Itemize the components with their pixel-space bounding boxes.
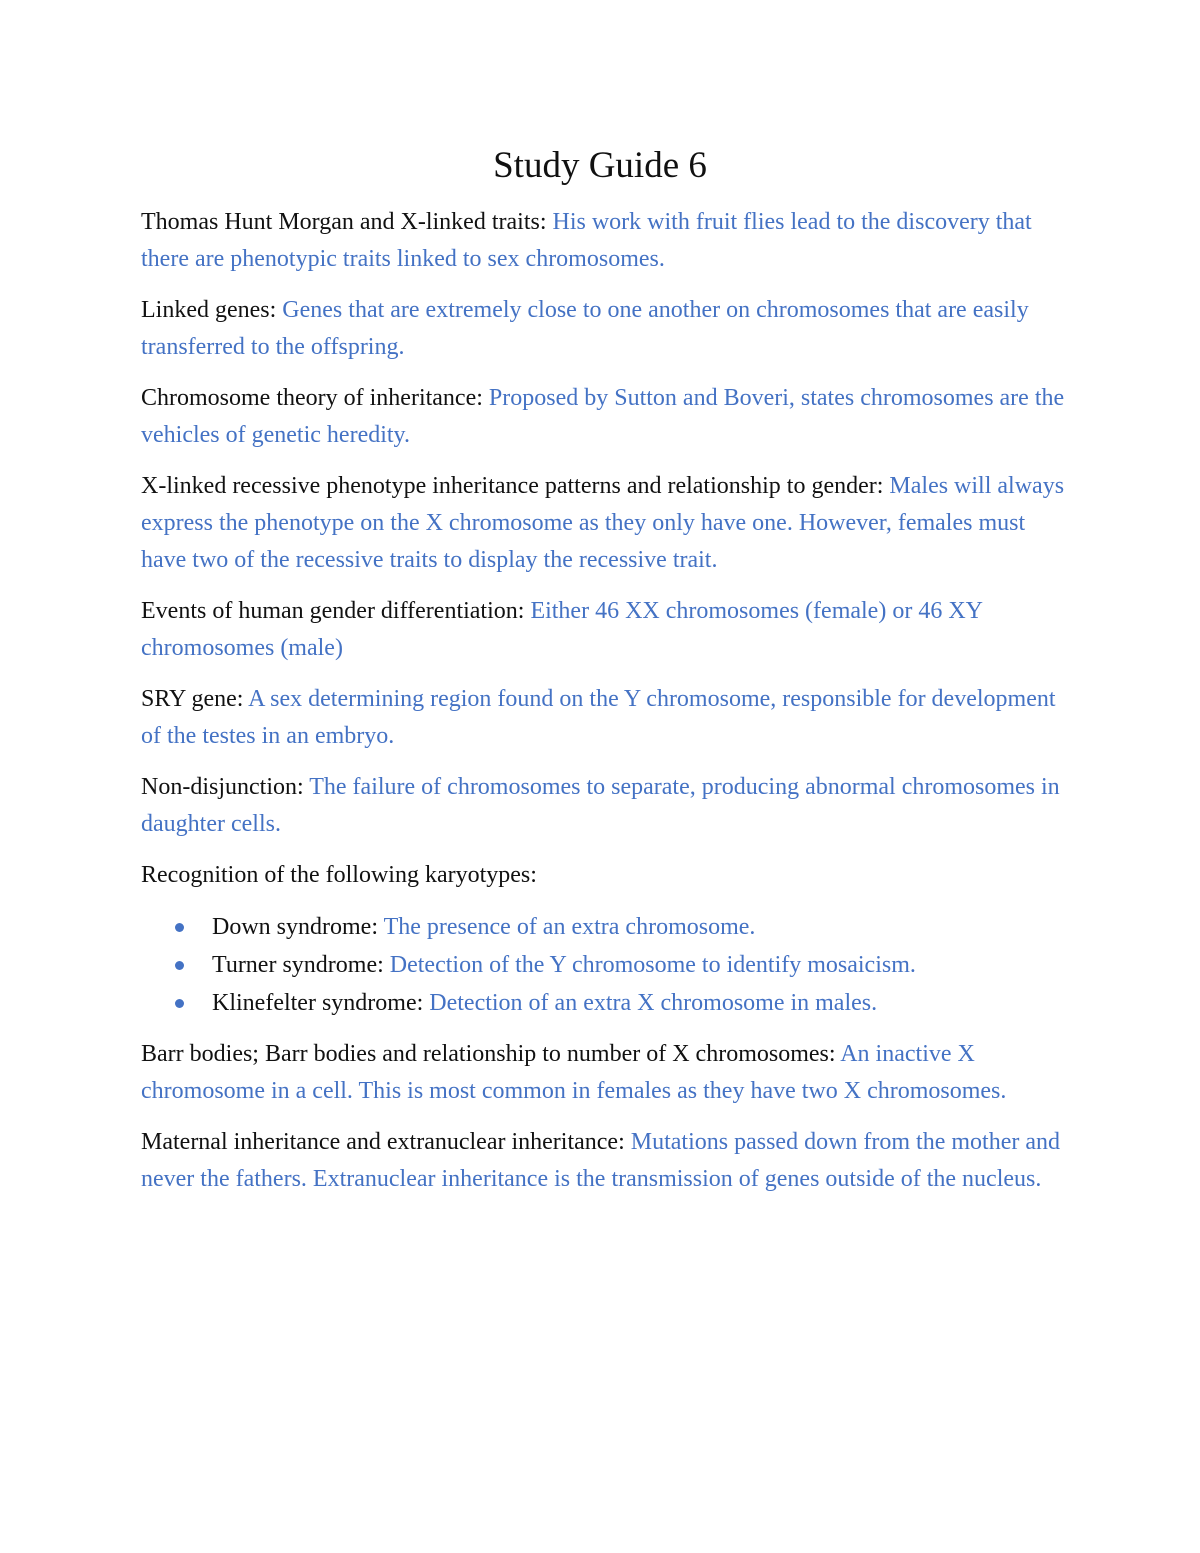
entry-definition: An inactive X chromosome in a cell. This is most common in females as they have two X chromosomes. — [141, 1041, 1007, 1104]
karyotypes-heading: Recognition of the following karyotypes: — [141, 862, 537, 888]
entry-term: Thomas Hunt Morgan and X-linked traits: — [141, 209, 547, 235]
entry-sry-gene — [141, 681, 1071, 755]
bullet-icon — [175, 999, 184, 1008]
entry-term: Non-disjunction: — [141, 774, 304, 800]
entry-term: Maternal inheritance and extranuclear inheritance: — [141, 1129, 625, 1155]
document-content — [141, 204, 1071, 1212]
entry-thomas-hunt-morgan — [141, 204, 1071, 278]
entry-definition: Proposed by Sutton and Boveri, states chromosomes are the vehicles of genetic heredity. — [141, 385, 1065, 448]
entry-definition: Mutations passed down from the mother and never the fathers. Extranuclear inheritance is the transmission of genes outside of the nucleus. — [141, 1129, 1061, 1192]
karyotype-term: Klinefelter syndrome: — [212, 990, 424, 1016]
bullet-icon — [175, 923, 184, 932]
karyotype-term: Turner syndrome: — [212, 952, 384, 978]
entry-term: Chromosome theory of inheritance: — [141, 385, 483, 411]
entry-definition: The failure of chromosomes to separate, producing abnormal chromosomes in daughter cells. — [141, 774, 1060, 837]
entry-definition: Either 46 XX chromosomes (female) or 46 XY chromosomes (male) — [141, 598, 983, 661]
entry-definition: Genes that are extremely close to one another on chromosomes that are easily transferred to the offspring. — [141, 297, 1029, 360]
entry-term: Linked genes: — [141, 297, 277, 323]
karyotype-list — [141, 908, 1071, 1022]
entry-term: Barr bodies; Barr bodies and relationship to number of X chromosomes: — [141, 1041, 836, 1067]
karyotype-definition: Detection of an extra X chromosome in males. — [429, 990, 878, 1016]
karyotype-definition: Detection of the Y chromosome to identify mosaicism. — [389, 952, 916, 978]
entry-term: X-linked recessive phenotype inheritance patterns and relationship to gender: — [141, 473, 884, 499]
entry-linked-genes — [141, 292, 1071, 366]
list-item-turner-syndrome — [141, 946, 1071, 984]
entry-definition: His work with fruit flies lead to the discovery that there are phenotypic traits linked to sex chromosomes. — [141, 209, 1032, 272]
bullet-icon — [175, 961, 184, 970]
entry-term: SRY gene: — [141, 686, 244, 712]
entry-non-disjunction — [141, 769, 1071, 843]
entry-chromosome-theory — [141, 380, 1071, 454]
karyotype-definition: The presence of an extra chromosome. — [383, 914, 756, 940]
list-item-down-syndrome — [141, 908, 1071, 946]
entry-definition: Males will always express the phenotype on the X chromosome as they only have one. However, females must have two of the recessive traits to display the recessive trait. — [141, 473, 1065, 573]
document-title: Study Guide 6 — [493, 145, 707, 186]
list-item-klinefelter-syndrome — [141, 984, 1071, 1022]
entry-gender-differentiation — [141, 593, 1071, 667]
entry-definition: A sex determining region found on the Y chromosome, responsible for development of the testes in an embryo. — [141, 686, 1056, 749]
entry-maternal-inheritance — [141, 1124, 1071, 1198]
karyotype-term: Down syndrome: — [212, 914, 378, 940]
entry-x-linked-recessive — [141, 468, 1071, 579]
entry-term: Events of human gender differentiation: — [141, 598, 525, 624]
entry-barr-bodies — [141, 1036, 1071, 1110]
